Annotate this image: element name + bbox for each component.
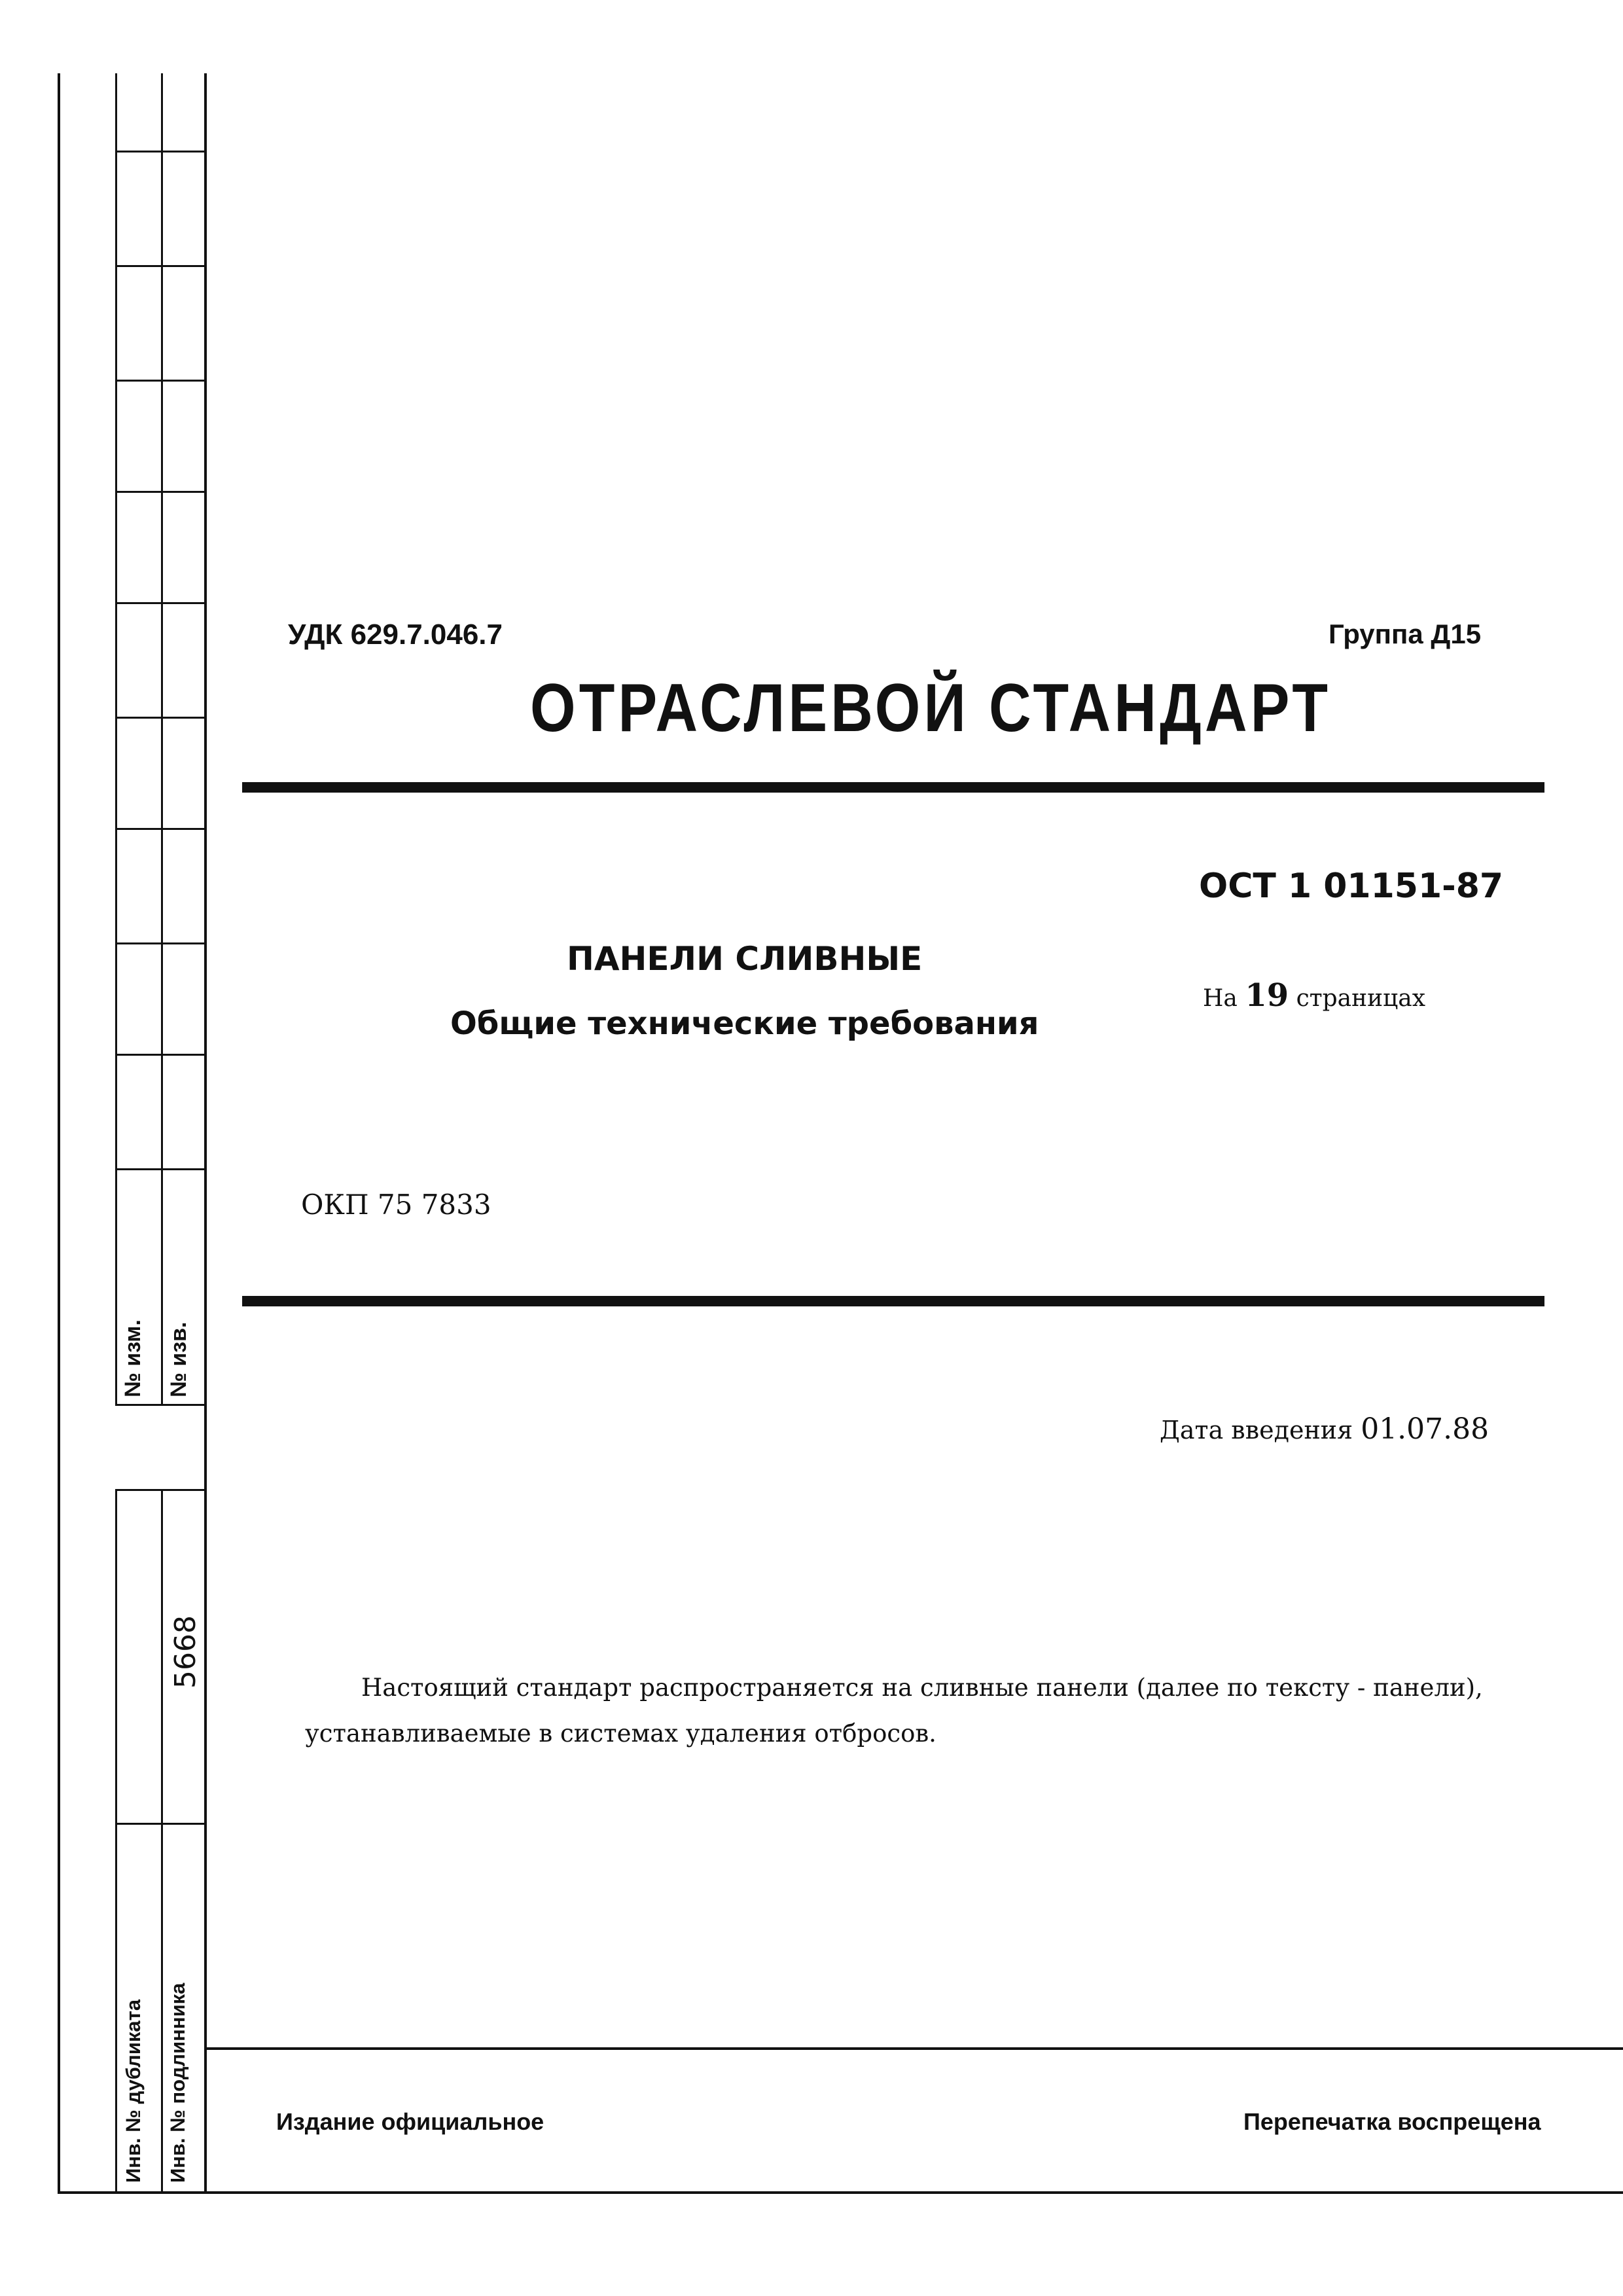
original-inventory-label: Инв. № подлинника [166,1982,189,2183]
bottom-border [58,2191,1623,2194]
page-count-prefix: На [1203,985,1238,1012]
inv-row-line [115,1823,205,1825]
notice-number-label: № изв. [166,1321,191,1397]
page-count [1203,977,1426,1014]
footer-rule [205,2047,1623,2050]
stamp-row-line [115,828,205,830]
outer-left-border [58,73,60,2194]
duplicate-inventory-label: Инв. № дубликата [122,1999,145,2183]
stamp-row-line [115,717,205,719]
standard-designation: ОСТ 1 01151-87 [1199,867,1504,906]
stamp-row-line [115,942,205,944]
introduction-date-label: Дата введения [1160,1416,1353,1444]
stamp-row-line [115,1168,205,1170]
original-inventory-value: 5668 [169,1615,202,1689]
introduction-date [1160,1412,1489,1446]
body-text-line-1: Настоящий стандарт распространяется на сливные панели (далее по тексту - панели), [361,1674,1483,1702]
reprint-prohibited-label: Перепечатка воспрещена [1243,2108,1541,2135]
stamp-row-line [115,265,205,267]
group-code: Группа Д15 [1329,619,1482,649]
stamp-row-line [115,380,205,382]
change-number-label: № изм. [120,1319,145,1397]
inv-top-line [115,1489,205,1491]
stamp-row-line [115,151,205,152]
stamp-row-line [115,1054,205,1056]
introduction-date-value: 01.07.88 [1361,1412,1489,1446]
page-count-suffix: страницах [1296,985,1426,1012]
body-text-line-2: устанавливаемые в системах удаления отбросов. [305,1719,936,1748]
stamp-right-line [204,73,207,2194]
title-rule [242,782,1544,793]
udk-code: УДК 629.7.046.7 [288,619,503,651]
document-subtitle: Общие технические требования [450,1005,1039,1042]
stamp-row-line [115,1404,205,1406]
stamp-mid-line [161,73,163,1405]
okp-code: ОКП 75 7833 [301,1189,491,1221]
stamp-left-line [115,73,117,1405]
stamp-row-line [115,602,205,604]
okp-rule [242,1296,1544,1306]
official-edition-label: Издание официальное [276,2108,544,2135]
document-name: ПАНЕЛИ СЛИВНЫЕ [567,940,923,978]
inv-left-line [115,1489,117,2193]
inv-mid-line [161,1489,163,2193]
page-count-value: 19 [1245,977,1289,1014]
stamp-row-line [115,491,205,493]
standard-title: ОТРАСЛЕВОЙ СТАНДАРТ [530,670,1332,746]
